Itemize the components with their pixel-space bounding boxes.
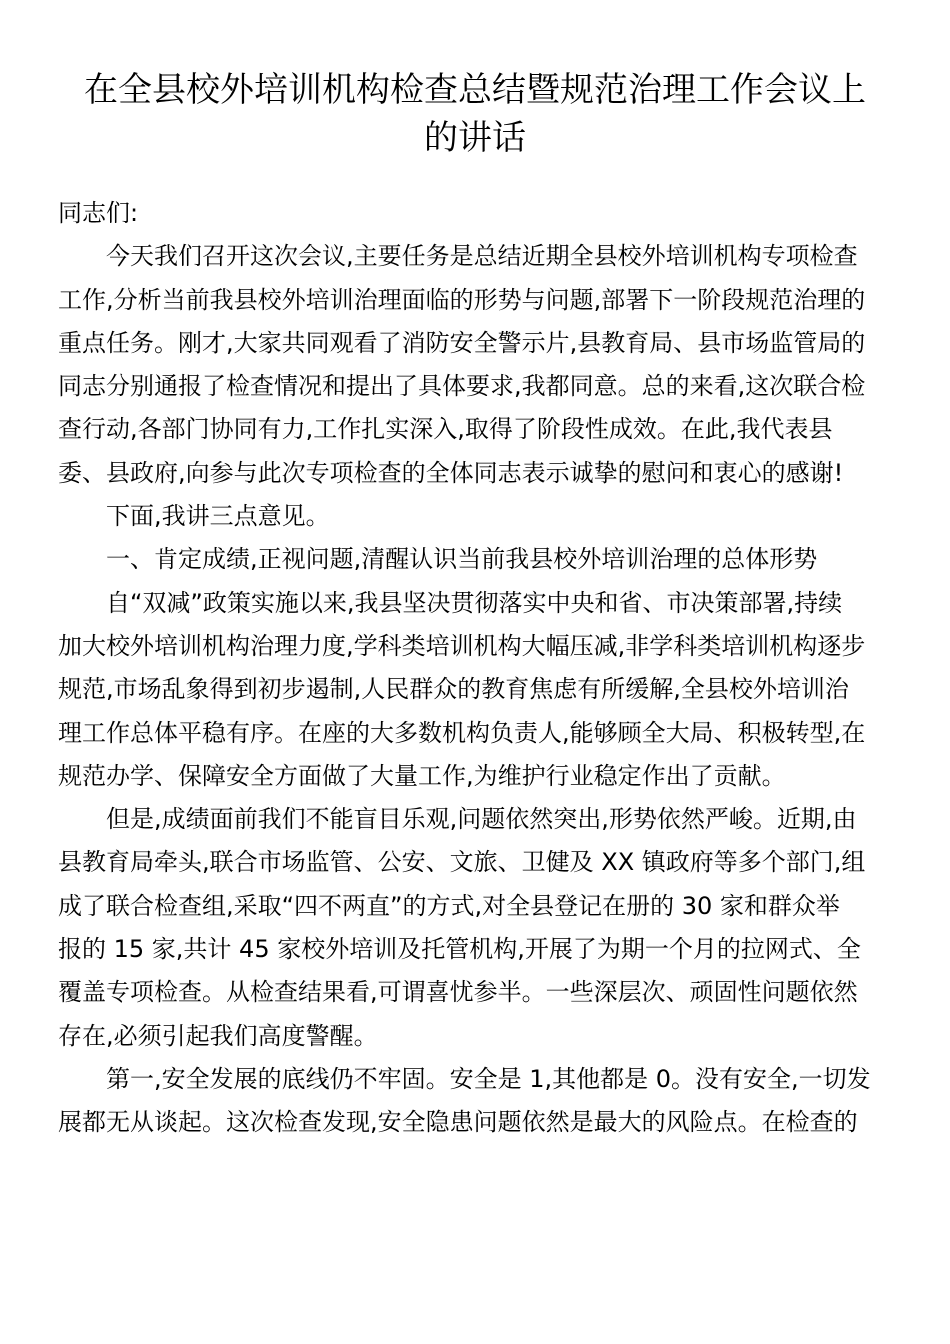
text-line: 同志分别通报了检查情况和提出了具体要求,我都同意。总的来看,这次联合检 — [58, 372, 866, 401]
document-body — [58, 192, 892, 1145]
text-line: 查行动,各部门协同有力,工作扎实深入,取得了阶段性成效。在此,我代表县 — [58, 415, 833, 444]
text-line: 下面,我讲三点意见。 — [106, 502, 330, 531]
text-line: 覆盖专项检查。从检查结果看,可谓喜忧参半。一些深层次、顽固性问题依然 — [58, 978, 858, 1007]
text-line: 重点任务。刚才,大家共同观看了消防安全警示片,县教育局、县市场监管局的 — [58, 328, 866, 357]
paragraph-safety — [58, 1058, 892, 1145]
text-line: 理工作总体平稳有序。在座的大多数机构负责人,能够顾全大局、积极转型,在 — [58, 718, 866, 747]
text-line: 报的 15 家,共计 45 家校外培训及托管机构,开展了为期一个月的拉网式、全 — [58, 935, 861, 964]
greeting — [58, 192, 892, 235]
text-line: 成了联合检查组,采取“四不两直”的方式,对全县登记在册的 30 家和群众举 — [58, 891, 840, 920]
text-line: 存在,必须引起我们高度警醒。 — [58, 1021, 378, 1050]
section-heading-text: 一、肯定成绩,正视问题,清醒认识当前我县校外培训治理的总体形势 — [106, 545, 818, 574]
text-line: 县教育局牵头,联合市场监管、公安、文旅、卫健及 XX 镇政府等多个部门,组 — [58, 848, 866, 877]
section-heading-1 — [58, 538, 892, 581]
text-line: 第一,安全发展的底线仍不牢固。安全是 1,其他都是 0。没有安全,一切发 — [106, 1064, 871, 1093]
text-line: 展都无从谈起。这次检查发现,安全隐患问题依然是最大的风险点。在检查的 — [58, 1108, 858, 1137]
greeting-text: 同志们: — [58, 199, 139, 227]
title-line-2: 的讲话 — [424, 118, 526, 158]
text-line: 委、县政府,向参与此次专项检查的全体同志表示诚挚的慰问和衷心的感谢! — [58, 458, 844, 487]
text-line: 规范办学、保障安全方面做了大量工作,为维护行业稳定作出了贡献。 — [58, 761, 786, 790]
text-line: 今天我们召开这次会议,主要任务是总结近期全县校外培训机构专项检查 — [106, 242, 858, 271]
title-line-1: 在全县校外培训机构检查总结暨规范治理工作会议上 — [84, 70, 866, 110]
text-line: 加大校外培训机构治理力度,学科类培训机构大幅压减,非学科类培训机构逐步 — [58, 631, 866, 660]
text-line: 但是,成绩面前我们不能盲目乐观,问题依然突出,形势依然严峻。近期,由 — [106, 805, 857, 834]
text-line: 工作,分析当前我县校外培训治理面临的形势与问题,部署下一阶段规范治理的 — [58, 285, 866, 314]
document-title — [58, 66, 892, 162]
paragraph-achievements — [58, 582, 892, 798]
text-line: 自“双减”政策实施以来,我县坚决贯彻落实中央和省、市决策部署,持续 — [106, 588, 843, 617]
paragraph-opening — [58, 235, 892, 495]
text-line: 规范,市场乱象得到初步遏制,人民群众的教育焦虑有所缓解,全县校外培训治 — [58, 675, 849, 704]
paragraph-problems — [58, 798, 892, 1058]
paragraph-transition — [58, 495, 892, 538]
